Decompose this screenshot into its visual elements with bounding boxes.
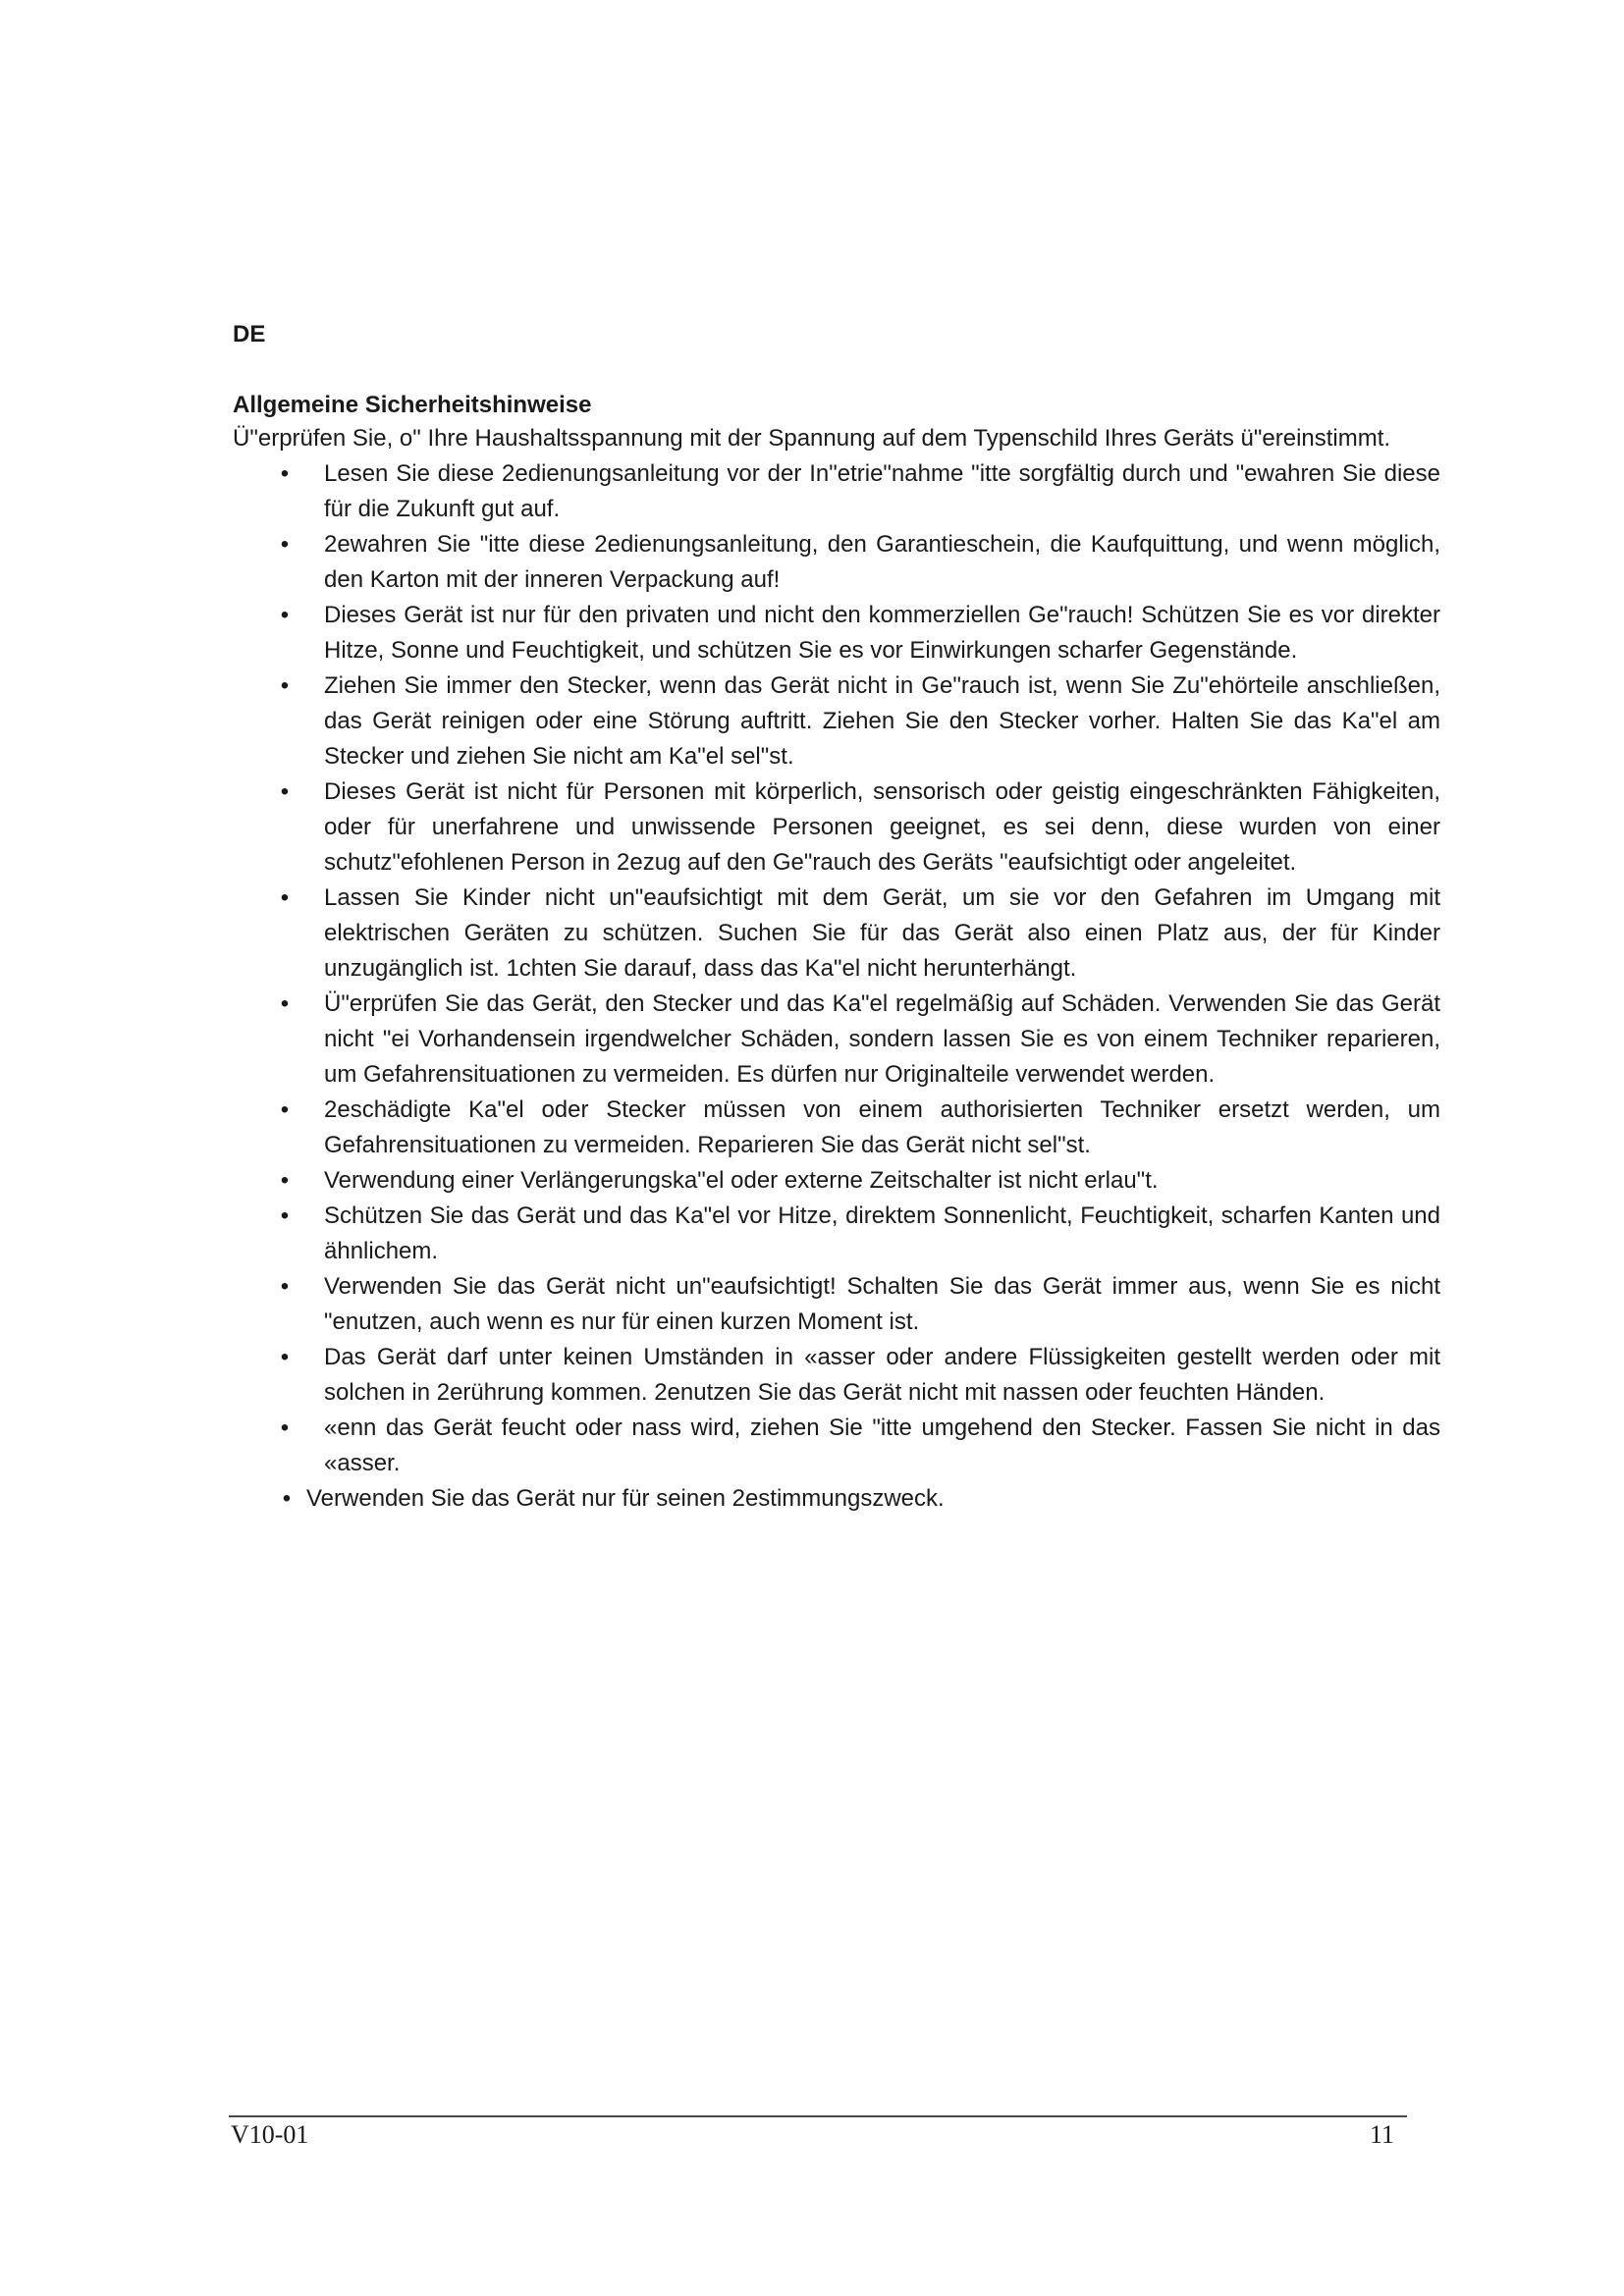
- list-item-text: Verwendung einer Verlängerungska"el oder externe Zeitschalter ist nicht erlau"t.: [324, 1167, 1159, 1194]
- list-item: [233, 1411, 1440, 1481]
- bullet-icon: •: [280, 778, 290, 805]
- bullet-icon: •: [282, 1485, 292, 1512]
- list-item: [233, 668, 1440, 774]
- list-item-text: Verwenden Sie das Gerät nur für seinen 2estimmungszweck.: [306, 1485, 945, 1512]
- page-number: 11: [1370, 2120, 1395, 2149]
- bullet-icon: •: [280, 1273, 290, 1300]
- bullet-icon: •: [280, 1344, 290, 1370]
- list-item-text: Das Gerät darf unter keinen Umständen in «asser oder andere Flüssigkeiten gestellt werden oder mit solchen in 2erührung kommen. 2enutzen Sie das Gerät nicht mit nassen oder feuchten Händen.: [324, 1344, 1440, 1406]
- language-code: DE: [233, 321, 266, 347]
- bullet-icon: •: [280, 990, 290, 1017]
- safety-list: [233, 456, 1440, 1517]
- intro-paragraph: Ü"erprüfen Sie, o" Ihre Haushaltsspannung mit der Spannung auf dem Typenschild Ihres Geräts ü"ereinstimmt.: [233, 425, 1391, 452]
- bullet-icon: •: [280, 884, 290, 911]
- footer-version: V10-01: [231, 2120, 309, 2149]
- list-item-text: Ziehen Sie immer den Stecker, wenn das Gerät nicht in Ge"rauch ist, wenn Sie Zu"ehörteile anschließen, das Gerät reinigen oder eine Störung auftritt. Ziehen Sie den Stecker vorher. Halten Sie das Ka"el am Stecker und ziehen Sie nicht am Ka"el sel"st.: [324, 672, 1440, 770]
- section-title: Allgemeine Sicherheitshinweise: [233, 392, 592, 418]
- list-item: [233, 527, 1440, 598]
- list-item-text: Lassen Sie Kinder nicht un"eaufsichtigt mit dem Gerät, um sie vor den Gefahren im Umgang mit elektrischen Geräten zu schützen. Suchen Sie für das Gerät also einen Platz aus, der für Kinder unzugänglich ist. 1chten Sie darauf, dass das Ka"el nicht herunterhängt.: [324, 884, 1440, 982]
- list-item: [233, 598, 1440, 668]
- list-item-text: Verwenden Sie das Gerät nicht un"eaufsichtigt! Schalten Sie das Gerät immer aus, wenn Sie es nicht "enutzen, auch wenn es nur für einen kurzen Moment ist.: [324, 1273, 1440, 1335]
- list-item: [233, 774, 1440, 881]
- list-item-text: Ü"erprüfen Sie das Gerät, den Stecker und das Ka"el regelmäßig auf Schäden. Verwenden Sie das Gerät nicht "ei Vorhandensein irgendwelcher Schäden, sondern lassen Sie es von einem Techniker reparieren, um Gefahrensituationen zu vermeiden. Es dürfen nur Originalteile verwendet werden.: [324, 990, 1440, 1088]
- list-item: [233, 987, 1440, 1093]
- list-item-text: Schützen Sie das Gerät und das Ka"el vor Hitze, direktem Sonnenlicht, Feuchtigkeit, scharfen Kanten und ähnlichem.: [324, 1202, 1440, 1264]
- list-item: [233, 1093, 1440, 1163]
- list-item: [233, 1199, 1440, 1269]
- bullet-icon: •: [280, 1415, 290, 1441]
- list-item-text: Dieses Gerät ist nur für den privaten und nicht den kommerziellen Ge"rauch! Schützen Sie es vor direkter Hitze, Sonne und Feuchtigkeit, und schützen Sie es vor Einwirkungen scharfer Gegenstände.: [324, 602, 1440, 664]
- list-item-text: Lesen Sie diese 2edienungsanleitung vor der In"etrie"nahme "itte sorgfältig durch und "ewahren Sie diese für die Zukunft gut auf.: [324, 460, 1440, 522]
- list-item: [233, 1481, 1423, 1517]
- list-item: [233, 1163, 1440, 1199]
- list-item: [233, 881, 1440, 987]
- bullet-icon: •: [280, 531, 290, 558]
- safety-section: [233, 389, 1440, 1517]
- list-item: [233, 1269, 1440, 1340]
- list-item: [233, 456, 1440, 527]
- list-item-text: Dieses Gerät ist nicht für Personen mit körperlich, sensorisch oder geistig eingeschränkten Fähigkeiten, oder für unerfahrene und unwissende Personen geeignet, es sei denn, diese wurden von einer schutz"efohlenen Person in 2ezug auf den Ge"rauch des Geräts "eaufsichtigt oder angeleitet.: [324, 778, 1440, 876]
- bullet-icon: •: [280, 1202, 290, 1229]
- list-item-text: «enn das Gerät feucht oder nass wird, ziehen Sie "itte umgehend den Stecker. Fassen Sie nicht in das «asser.: [324, 1415, 1440, 1476]
- bullet-icon: •: [280, 460, 290, 487]
- bullet-icon: •: [280, 1167, 290, 1194]
- bullet-icon: •: [280, 672, 290, 699]
- list-item: [233, 1340, 1440, 1411]
- bullet-icon: •: [280, 602, 290, 628]
- list-item-text: 2ewahren Sie "itte diese 2edienungsanleitung, den Garantieschein, die Kaufquittung, und wenn möglich, den Karton mit der inneren Verpackung auf!: [324, 531, 1440, 593]
- footer-divider: [229, 2115, 1407, 2117]
- bullet-icon: •: [280, 1096, 290, 1123]
- list-item-text: 2eschädigte Ka"el oder Stecker müssen von einem authorisierten Techniker ersetzt werden, um Gefahrensituationen zu vermeiden. Reparieren Sie das Gerät nicht sel"st.: [324, 1096, 1440, 1158]
